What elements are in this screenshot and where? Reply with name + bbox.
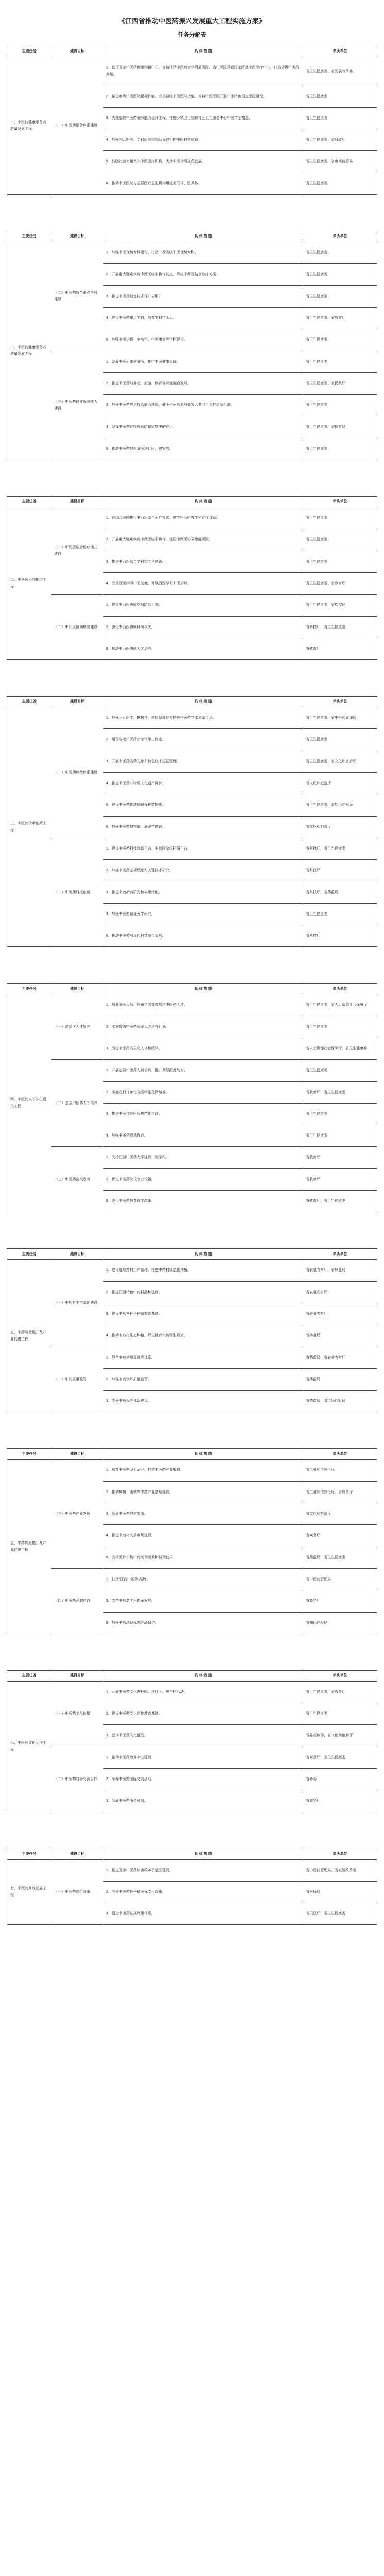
task-table [7, 1670, 377, 1812]
lead-unit-cell: 省知识产权局 [303, 1612, 377, 1634]
lead-unit-cell: 省司法厅、省卫生健康委 [303, 1903, 377, 1925]
measure-cell: 4．推动中药材生态种植、野生抚育和仿野生栽培。 [103, 1325, 303, 1347]
measure-cell: 3．加强中药地理标志产品保护。 [103, 1612, 303, 1634]
table-row [7, 351, 377, 372]
task-table [7, 696, 377, 947]
column-header: 建设目标 [51, 46, 103, 57]
lead-unit-cell: 省卫生健康委、省体育局 [303, 416, 377, 438]
goal-cell: （二）中医药科技创新 [51, 838, 103, 946]
measure-cell: 2．优化中医药院校专业设置。 [103, 1168, 303, 1190]
document-page [7, 0, 377, 1981]
lead-unit-cell: 省教育厅、省卫生健康委 [303, 1081, 377, 1103]
measure-cell: 5．支持医疗机构中药制剂研发和调剂使用。 [103, 1547, 303, 1568]
lead-unit-cell: 省卫生健康委 [303, 551, 377, 572]
lead-unit-cell: 省文化和旅游厅 [303, 1503, 377, 1525]
lead-unit-cell: 省林业局 [303, 1325, 377, 1347]
goal-cell: （一）中医药综合改革 [51, 1859, 103, 1925]
measure-cell: 6．加强中医药博物馆、展览馆建设。 [103, 816, 303, 838]
column-header: 建设目标 [51, 1670, 103, 1681]
lead-unit-cell: 省卫生健康委 [303, 173, 377, 194]
table-header-row [7, 697, 377, 707]
main-task-cell: 五、中药质量提升及产业促进工程 [7, 1260, 51, 1412]
column-header: 建设目标 [51, 497, 103, 507]
measure-cell: 5．推动中医药与现代科技融合发展。 [103, 925, 303, 947]
task-table-block [7, 1670, 377, 1812]
task-table-block [7, 496, 377, 660]
lead-unit-cell: 省卫生健康委 [303, 903, 377, 925]
measure-cell: 1．在综合医院推行中西医结合医疗模式，建立中西医多学科诊疗体系。 [103, 507, 303, 529]
lead-unit-cell: 省卫生健康委 [303, 329, 377, 351]
measure-cell: 3．推进中医药适宜技术推广应用。 [103, 285, 303, 307]
lead-unit-cell: 省医保局 [303, 1881, 377, 1903]
lead-unit-cell: 省委宣传部、省文化和旅游厅 [303, 1725, 377, 1747]
main-task-cell: 七、中医药开放发展工程 [7, 1859, 51, 1925]
column-header: 主要任务 [7, 1849, 51, 1859]
task-table [7, 1849, 377, 1925]
column-header: 具 体 措 施 [103, 46, 303, 57]
measure-cell: 5．推动中医药健康服务进社区、进家庭。 [103, 438, 303, 460]
document-subtitle: 任务分解表 [178, 32, 206, 38]
measure-cell: 2．建设中医药文化宣传教育基地。 [103, 1703, 303, 1725]
lead-unit-cell: 省中医药管理局 [303, 1568, 377, 1590]
lead-unit-cell: 省卫生健康委、省民政厅 [303, 372, 377, 394]
task-table-block [7, 46, 377, 195]
lead-unit-cell: 省科技厅 [303, 860, 377, 882]
task-tables [7, 46, 377, 1925]
lead-unit-cell: 省卫生健康委 [303, 1060, 377, 1081]
lead-unit-cell: 省卫生健康委 [303, 438, 377, 460]
lead-unit-cell: 省教育厅、省卫生健康委 [303, 1191, 377, 1212]
table-row [7, 1060, 377, 1081]
lead-unit-cell: 省科技厅 [303, 925, 377, 947]
goal-cell: （一）中药材生产基地建设 [51, 1260, 103, 1347]
goal-cell: （一）中西医结合医疗模式建设 [51, 507, 103, 595]
measure-cell: 3．加强中医药应急救治能力建设，健全中医药参与突发公共卫生事件应急机制。 [103, 395, 303, 416]
measure-cell: 4．建设中医药重点学科，培育学科带头人。 [103, 307, 303, 329]
measure-cell: 2．推进中医药与养老、旅游、体育等深度融合发展。 [103, 372, 303, 394]
lead-unit-cell: 省卫生健康委 [303, 507, 377, 529]
table-row [7, 1747, 377, 1768]
task-table-block [7, 231, 377, 460]
table-row [7, 1859, 377, 1881]
measure-cell: 3．引进中医药高层次人才和团队。 [103, 1038, 303, 1059]
task-table-block [7, 1849, 377, 1925]
column-header: 主要任务 [7, 231, 51, 242]
measure-cell: 2．支持中药老字号传承发展。 [103, 1590, 303, 1612]
task-table-block [7, 1448, 377, 1634]
measure-cell: 3．完善中药标准体系建设。 [103, 1391, 303, 1412]
lead-unit-cell: 省卫生健康委、省教育厅 [303, 307, 377, 329]
table-row [7, 1568, 377, 1590]
column-header: 具 体 措 施 [103, 1670, 303, 1681]
measure-cell: 1．建立中西医协同疫病防治机制。 [103, 595, 303, 616]
table-header-row [7, 984, 377, 994]
table-row [7, 595, 377, 616]
column-header: 具 体 措 施 [103, 1849, 303, 1859]
column-header: 建设目标 [51, 984, 103, 994]
lead-unit-cell: 省卫生健康委、省疾控局 [303, 595, 377, 616]
lead-unit-cell: 省工业和信息化厅、省商务厅 [303, 1481, 377, 1503]
lead-unit-cell: 省工业和信息化厅 [303, 1460, 377, 1481]
task-table [7, 1448, 377, 1634]
measure-cell: 2．推进江西特色中药材品种选育。 [103, 1281, 303, 1303]
measure-cell: 2．开展重大疑难疾病中西医临床协作试点，形成中西医结合诊疗方案。 [103, 264, 303, 285]
column-header: 具 体 措 施 [103, 497, 303, 507]
column-header: 具 体 措 施 [103, 231, 303, 242]
column-header: 主要任务 [7, 1670, 51, 1681]
lead-unit-cell: 省科技厅、省药监局 [303, 882, 377, 903]
main-task-cell: 五、中药质量提升及产业促进工程 [7, 1460, 51, 1634]
table-row [7, 707, 377, 729]
lead-unit-cell: 省卫生健康委、省财政厅 [303, 129, 377, 151]
goal-cell: （一）中医药文化传播 [51, 1681, 103, 1747]
measure-cell: 1．加强旴江医学、樟树帮、建昌帮等地方特色中医药学术流派传承。 [103, 707, 303, 729]
measure-cell: 2．举办中医药国际交流活动。 [103, 1769, 303, 1790]
lead-unit-cell: 省卫生健康委、省教育厅 [303, 572, 377, 594]
lead-unit-cell: 省卫生健康委 [303, 395, 377, 416]
lead-unit-cell: 省卫生健康委、省市场监管局 [303, 151, 377, 173]
column-header: 牵头单位 [303, 1670, 377, 1681]
measure-cell: 1．支持江西中医药大学建设一流学科。 [103, 1147, 303, 1168]
measure-cell: 5．鼓励社会力量举办中医医疗机构，支持中医诊所规范发展。 [103, 151, 303, 173]
table-row [7, 1260, 377, 1281]
lead-unit-cell: 省卫生健康委 [303, 1125, 377, 1147]
measure-cell: 1．打造“江西中医药”品牌。 [103, 1568, 303, 1590]
column-header: 牵头单位 [303, 697, 377, 707]
lead-unit-cell: 省药监局、省卫生健康委 [303, 1547, 377, 1568]
column-header: 牵头单位 [303, 231, 377, 242]
table-header-row [7, 46, 377, 57]
measure-cell: 2．加强中医药基础理论和关键技术研究。 [103, 860, 303, 882]
table-row [7, 507, 377, 529]
measure-cell: 3．建设中药材种子种苗繁育基地。 [103, 1303, 303, 1325]
column-header: 建设目标 [51, 231, 103, 242]
table-row [7, 838, 377, 859]
measure-cell: 2．推进市级中医医院提标扩能，完善县级中医医院功能，支持中医医院开展中医特色重点医院建设。 [103, 86, 303, 107]
measure-cell: 1．开展中医药文化进校园、进社区、进乡村活动。 [103, 1681, 303, 1703]
measure-cell: 2．实施农村订单定向医学生免费培养。 [103, 1081, 303, 1103]
measure-cell: 4．加强中医药循证医学研究。 [103, 903, 303, 925]
lead-unit-cell: 省卫生健康委 [303, 1016, 377, 1038]
column-header: 牵头单位 [303, 1449, 377, 1460]
measure-cell: 1．培养国医大师、岐黄学者等高层次中医药人才。 [103, 994, 303, 1016]
column-header: 主要任务 [7, 497, 51, 507]
measure-cell: 3．健全中医药法规政策体系。 [103, 1903, 303, 1925]
goal-cell: （一）中医药服务体系建设 [51, 57, 103, 195]
lead-unit-cell: 省商务厅 [303, 1525, 377, 1547]
table-row [7, 57, 377, 86]
lead-unit-cell: 省教育厅 [303, 638, 377, 659]
lead-unit-cell: 省卫生健康委 [303, 529, 377, 551]
lead-unit-cell: 省卫生健康委 [303, 264, 377, 285]
lead-unit-cell: 省农业农村厅、省林业局 [303, 1260, 377, 1281]
column-header: 具 体 措 施 [103, 1449, 303, 1460]
column-header: 主要任务 [7, 697, 51, 707]
measure-cell: 1．健全中药材质量追溯体系。 [103, 1347, 303, 1368]
lead-unit-cell: 省卫生健康委 [303, 1703, 377, 1725]
goal-cell: （二）中医药对外交流合作 [51, 1747, 103, 1812]
lead-unit-cell: 省科技厅、省卫生健康委 [303, 838, 377, 859]
lead-unit-cell: 省中医药管理局、省发展改革委 [303, 1859, 377, 1881]
lead-unit-cell: 省卫生健康委、省知识产权局 [303, 794, 377, 816]
task-table [7, 983, 377, 1212]
lead-unit-cell: 省文化和旅游厅 [303, 773, 377, 794]
measure-cell: 1．发展中医治未病服务，推广中医健康管理。 [103, 351, 303, 372]
lead-unit-cell: 省农业农村厅 [303, 1303, 377, 1325]
measure-cell: 4．推进中药材交易市场建设。 [103, 1525, 303, 1547]
goal-cell: （四）中医药品牌建设 [51, 1568, 103, 1634]
measure-cell: 3．创作中医药文化精品。 [103, 1725, 303, 1747]
lead-unit-cell: 省卫生健康委、省发展改革委 [303, 57, 377, 86]
measure-cell: 3．深化中医药教育教学改革。 [103, 1191, 303, 1212]
task-table [7, 496, 377, 660]
measure-cell: 3．推进中西医结合学科和专科建设。 [103, 551, 303, 572]
measure-cell: 2．开展重大疑难疾病中西医临床协作，建设中西医协同旗舰医院。 [103, 529, 303, 551]
main-task-cell: 一、中医药健康服务高质量发展工程 [7, 242, 51, 460]
table-header-row [7, 1670, 377, 1681]
measure-cell: 4．加强综合医院、专科医院和妇幼保健机构中医科室建设。 [103, 129, 303, 151]
column-header: 牵头单位 [303, 46, 377, 57]
measure-cell: 3．推动中西医协同人才培养。 [103, 638, 303, 659]
table-header-row [7, 1449, 377, 1460]
table-row [7, 1347, 377, 1368]
column-header: 主要任务 [7, 984, 51, 994]
measure-cell: 3．发展中医药服务贸易。 [103, 1790, 303, 1812]
table-row [7, 242, 377, 264]
lead-unit-cell: 省农业农村厅 [303, 1281, 377, 1303]
main-task-cell: 一、中医药健康服务高质量发展工程 [7, 57, 51, 195]
measure-cell: 3．实施基层中医药服务能力提升工程，推进乡镇卫生院和社区卫生服务中心中医馆全覆盖。 [103, 107, 303, 129]
measure-cell: 1．建设中医药科技创新平台，争创国家级科研平台。 [103, 838, 303, 859]
lead-unit-cell: 省药监局 [303, 1368, 377, 1390]
column-header: 建设目标 [51, 1249, 103, 1260]
measure-cell: 1．开展基层中医药人员培训，提升基层服务能力。 [103, 1060, 303, 1081]
lead-unit-cell: 省卫生健康委 [303, 285, 377, 307]
column-header: 主要任务 [7, 1449, 51, 1460]
column-header: 牵头单位 [303, 1249, 377, 1260]
measure-cell: 2．完善中医药价格和医保支付政策。 [103, 1881, 303, 1903]
measure-cell: 6．推动中医医院与基层医疗卫生机构组建医联体、医共体。 [103, 173, 303, 194]
table-row [7, 1460, 377, 1481]
measure-cell: 1．推进国家中医药综合改革示范区建设。 [103, 1859, 303, 1881]
column-header: 建设目标 [51, 1449, 103, 1460]
task-table-block [7, 1248, 377, 1412]
lead-unit-cell: 省商务厅 [303, 1790, 377, 1812]
document-title: 《江西省推动中医药振兴发展重大工程实施方案》 [118, 17, 266, 25]
goal-cell: （一）高层次人才培养 [51, 994, 103, 1060]
column-header: 牵头单位 [303, 1849, 377, 1859]
goal-cell: （二）中西医协同机制建设 [51, 595, 103, 660]
task-table [7, 231, 377, 460]
lead-unit-cell: 省外办 [303, 1769, 377, 1790]
lead-unit-cell: 省药监局、省农业农村厅 [303, 1347, 377, 1368]
lead-unit-cell: 省教育厅 [303, 1147, 377, 1168]
goal-cell: （一）中医药传承体系建设 [51, 707, 103, 838]
main-task-cell: 三、中医药传承创新工程 [7, 707, 51, 947]
table-row [7, 994, 377, 1016]
measure-cell: 2．推动樟树、南城等中药产业基地建设。 [103, 1481, 303, 1503]
measure-cell: 3．推进中医住院医师规范化培训。 [103, 1103, 303, 1125]
main-task-cell: 二、中西医协同推进工程 [7, 507, 51, 660]
measure-cell: 1．依托国家中医药传承创新中心，支持江西中医药大学附属医院、省中医院建设国家区域中医医疗中心，打造省级中医药高地。 [103, 57, 303, 86]
measure-cell: 4．加强中医药师承教育。 [103, 1125, 303, 1147]
lead-unit-cell: 省卫生健康委 [303, 107, 377, 129]
lead-unit-cell: 省药监局、省市场监管局 [303, 1391, 377, 1412]
column-header: 具 体 措 施 [103, 984, 303, 994]
lead-unit-cell: 省教育厅 [303, 1168, 377, 1190]
column-header: 牵头单位 [303, 497, 377, 507]
column-header: 建设目标 [51, 697, 103, 707]
lead-unit-cell: 省商务厅、省卫生健康委 [303, 1747, 377, 1768]
measure-cell: 2．建设名老中医药专家传承工作室。 [103, 729, 303, 751]
lead-unit-cell: 省卫生健康委、省人力资源社会保障厅 [303, 994, 377, 1016]
main-task-cell: 四、中医药人才队伍建设工程 [7, 994, 51, 1212]
table-header-row [7, 231, 377, 242]
task-table [7, 46, 377, 195]
column-header: 牵头单位 [303, 984, 377, 994]
measure-cell: 5．加强中医护理、中药学、中医康复等学科建设。 [103, 329, 303, 351]
goal-cell: （三）中医药产业发展 [51, 1460, 103, 1568]
measure-cell: 3．发展中医药健康旅游。 [103, 1503, 303, 1525]
lead-unit-cell: 省卫生健康委 [303, 351, 377, 372]
lead-unit-cell: 省商务厅 [303, 1590, 377, 1612]
lead-unit-cell: 省卫生健康委、省中医药管理局 [303, 707, 377, 729]
goal-cell: （三）中医药院校教育 [51, 1147, 103, 1212]
measure-cell: 5．建设中医药传统知识保护数据库。 [103, 794, 303, 816]
measure-cell: 2．强化中西医协同科研攻关。 [103, 616, 303, 638]
measure-cell: 1．加强中医优势专科建设，打造一批省级中医优势专科。 [103, 242, 303, 264]
task-table [7, 1248, 377, 1412]
table-row [7, 1147, 377, 1168]
column-header: 具 体 措 施 [103, 697, 303, 707]
lead-unit-cell: 省卫生健康委、省教育厅 [303, 1681, 377, 1703]
goal-cell: （二）基层中医药人才培养 [51, 1060, 103, 1147]
column-header: 具 体 措 施 [103, 1249, 303, 1260]
task-table-block [7, 983, 377, 1212]
lead-unit-cell: 省人力资源社会保障厅、省卫生健康委 [303, 1038, 377, 1059]
column-header: 主要任务 [7, 46, 51, 57]
measure-cell: 3．推进中药新药研发和成果转化。 [103, 882, 303, 903]
measure-cell: 3．开展中医药古籍文献和特色技术挖掘整理。 [103, 751, 303, 772]
lead-unit-cell: 省卫生健康委 [303, 86, 377, 107]
lead-unit-cell: 省科技厅、省卫生健康委 [303, 616, 377, 638]
lead-unit-cell: 省卫生健康委 [303, 729, 377, 751]
table-header-row [7, 1249, 377, 1260]
main-task-cell: 六、中医药文化弘扬工程 [7, 1681, 51, 1812]
goal-cell: （二）中医药特色重点学科建设 [51, 242, 103, 351]
task-table-block [7, 696, 377, 947]
measure-cell: 2．实施省级中医药领军人才培养计划。 [103, 1016, 303, 1038]
goal-cell: （三）中医药健康服务能力建设 [51, 351, 103, 460]
measure-cell: 4．完善西医学习中医制度，开展西医学习中医培训。 [103, 572, 303, 594]
lead-unit-cell: 省卫生健康委 [303, 242, 377, 264]
measure-cell: 1．建设道地药材生产基地，推进中药材规范化种植。 [103, 1260, 303, 1281]
lead-unit-cell: 省卫生健康委、省文化和旅游厅 [303, 751, 377, 772]
measure-cell: 2．加强中药饮片质量监管。 [103, 1368, 303, 1390]
table-row [7, 1681, 377, 1703]
measure-cell: 4．推进中医药非物质文化遗产保护。 [103, 773, 303, 794]
table-header-row [7, 497, 377, 507]
table-header-row [7, 1849, 377, 1859]
column-header: 建设目标 [51, 1849, 103, 1859]
measure-cell: 4．发挥中医药在疾病预防和康复中的作用。 [103, 416, 303, 438]
goal-cell: （二）中药质量监管 [51, 1347, 103, 1412]
lead-unit-cell: 省文化和旅游厅 [303, 816, 377, 838]
measure-cell: 1．培育中医药龙头企业，打造中医药产业集群。 [103, 1460, 303, 1481]
lead-unit-cell: 省卫生健康委 [303, 1103, 377, 1125]
measure-cell: 1．推动中医药海外中心建设。 [103, 1747, 303, 1768]
column-header: 主要任务 [7, 1249, 51, 1260]
